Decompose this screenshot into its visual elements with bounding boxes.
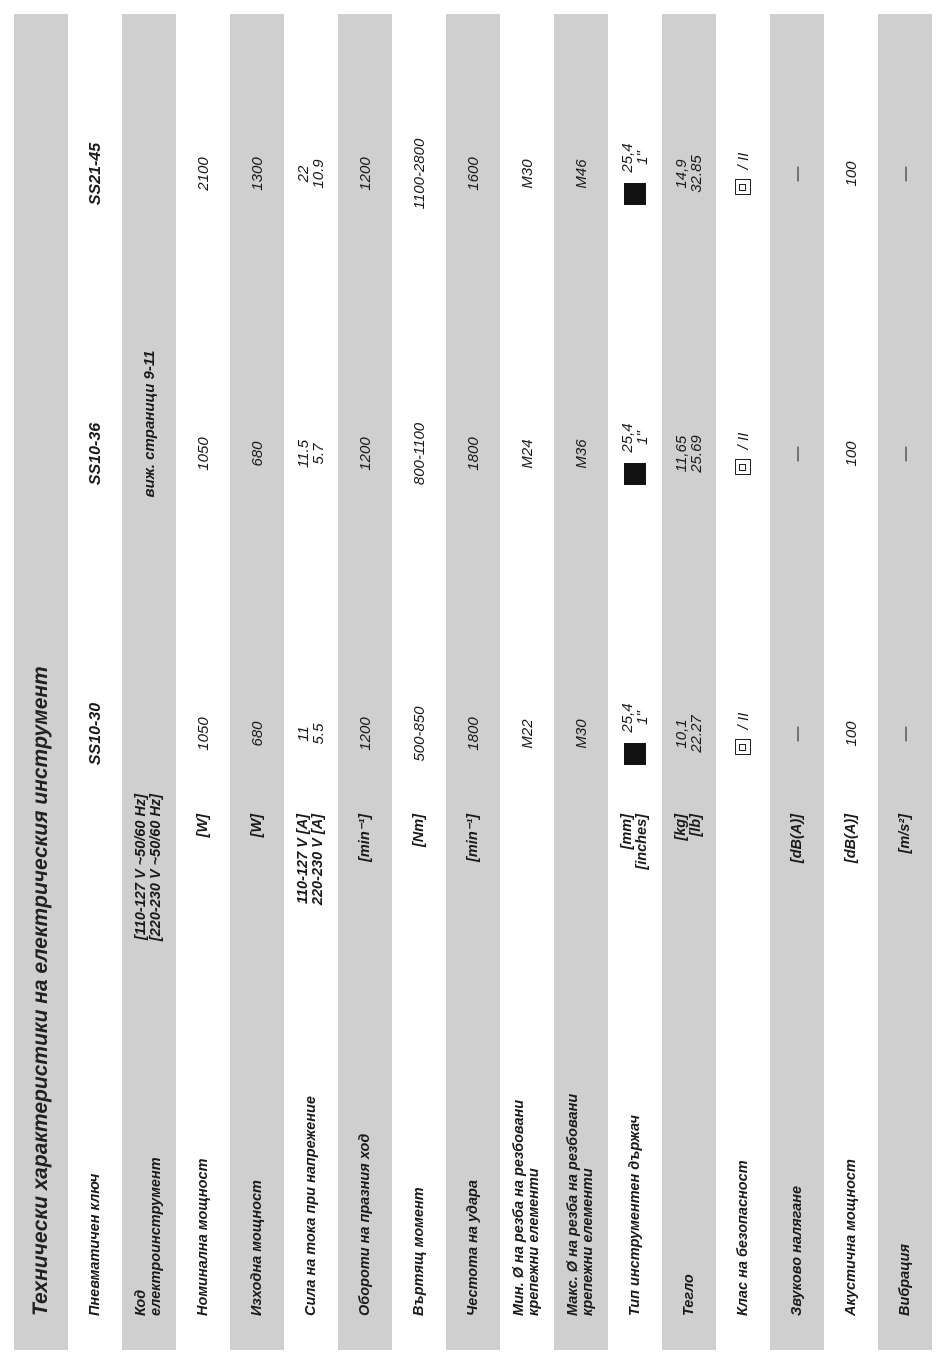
value-holder-3 [608,114,662,234]
unit-sound-power: [dB(A)] [842,814,859,864]
value-holder-3-mm: 25,4 [619,143,636,173]
unit-code-line1: [110-127 V ~50/60 Hz] [133,794,149,941]
label-impact-rate: Честота на удара [464,1180,481,1316]
value-safety-2-text: / II [734,432,752,450]
value-holder-2 [608,394,662,514]
unit-idle-speed: [min⁻¹] [356,814,373,862]
value-holder-3-in: 1" [634,151,651,165]
label-output-power: Изходна мощност [248,1180,265,1316]
unit-sound-pressure: [dB(A)] [788,814,805,864]
double-insulation-icon [735,459,751,475]
value-holder-1-in: 1" [634,711,651,725]
value-weight-1-kg: 10,1 [673,719,690,749]
value-idle-speed-1: 1200 [356,717,374,751]
value-current-2-b: 5.7 [310,443,327,465]
value-current-3-b: 10.9 [310,159,327,189]
value-safety-1-text: / II [734,712,752,730]
label-vibration: Вибрация [896,1244,913,1316]
value-current-1-a: 11 [295,726,312,742]
square-drive-icon [624,463,646,485]
unit-holder-line2: [inches] [634,814,650,870]
label-sound-pressure: Звуково налягане [788,1185,805,1316]
value-sound-pressure-2: — [788,446,806,462]
unit-impact-rate: [min⁻¹] [464,814,481,862]
label-idle-speed: Обороти на празния ход [356,1133,373,1316]
value-weight-3-kg: 14,9 [673,159,690,189]
value-safety-3-text: / II [734,152,752,170]
label-tool-holder: Тип инструментен държач [626,1115,643,1316]
unit-rated-power: [W] [194,814,211,838]
label-sound-power: Акустична мощност [842,1159,859,1316]
value-output-power-2: 680 [248,441,266,467]
value-sound-power-1: 100 [842,721,860,747]
value-vibration-2: — [896,446,914,462]
value-max-thread-2: M36 [572,439,590,469]
unit-torque: [Nm] [410,814,427,848]
unit-tool-holder [608,814,662,929]
unit-holder-line1: [mm] [619,814,635,850]
value-current-3-a: 22 [295,165,312,183]
label-min-thread-line1: Мин. Ø на резба на резбовани [511,1099,527,1316]
square-drive-icon [624,183,646,205]
label-safety-class: Клас на безопасност [734,1160,751,1316]
unit-output-power: [W] [248,814,265,838]
double-insulation-icon [735,179,751,195]
value-weight-2-kg: 11,65 [673,435,690,473]
value-current-2-a: 11.5 [295,439,312,469]
value-current-1 [284,674,338,794]
value-weight-2 [662,394,716,514]
label-code [122,936,176,1316]
unit-code [122,794,176,974]
value-weight-2-lb: 25.69 [688,435,705,473]
value-sound-power-2: 100 [842,441,860,467]
value-torque-3: 1100-2800 [410,138,428,210]
value-holder-2-in: 1" [634,431,651,445]
value-rated-power-1: 1050 [194,717,212,751]
label-code-line1: Код [133,1289,149,1316]
value-holder-1-mm: 25,4 [619,703,636,733]
value-torque-1: 500-850 [410,706,428,762]
value-min-thread-3: M30 [518,159,536,189]
unit-weight [662,814,716,929]
value-safety-2 [716,394,770,514]
double-insulation-icon [735,739,751,755]
value-output-power-1: 680 [248,721,266,747]
label-weight: Тегло [680,1274,697,1316]
col-header-2: SS10-36 [86,422,104,486]
value-safety-3 [716,114,770,234]
value-sound-pressure-1: — [788,726,806,742]
col-header-3: SS21-45 [86,142,104,206]
value-impact-rate-2: 1800 [464,437,482,471]
value-rated-power-3: 2100 [194,157,212,191]
see-pages-note: виж. страници 9-11 [140,350,158,498]
value-output-power-3: 1300 [248,157,266,191]
square-drive-icon [624,743,646,765]
value-idle-speed-3: 1200 [356,157,374,191]
value-holder-1 [608,674,662,794]
value-rated-power-2: 1050 [194,437,212,471]
value-idle-speed-2: 1200 [356,437,374,471]
value-torque-2: 800-1100 [410,422,428,486]
value-sound-pressure-3: — [788,166,806,182]
col-header-1: SS10-30 [86,702,104,766]
label-tool: Пневматичен ключ [86,1173,103,1316]
unit-current-line2: 220-230 V [A] [310,814,326,906]
label-rated-power: Номинална мощност [194,1158,211,1316]
value-weight-1 [662,674,716,794]
unit-vibration: [m/s²] [896,814,913,854]
value-max-thread-3: M46 [572,159,590,189]
unit-code-line2: [220-230 V ~50/60 Hz] [148,794,164,942]
label-torque: Въртящ момент [410,1187,427,1316]
value-weight-1-lb: 22.27 [688,715,705,753]
value-min-thread-1: M22 [518,719,536,749]
label-max-thread-line1: Макс. Ø на резба на резбовани [565,1093,581,1316]
label-min-thread [500,936,554,1316]
value-vibration-1: — [896,726,914,742]
unit-current-line1: 110-127 V [A] [295,814,311,904]
value-current-2 [284,394,338,514]
value-impact-rate-1: 1800 [464,717,482,751]
value-weight-3 [662,114,716,234]
label-current: Сила на тока при напрежение [302,1096,319,1316]
value-sound-power-3: 100 [842,161,860,187]
value-vibration-3: — [896,166,914,182]
value-current-1-b: 5.5 [310,723,327,745]
label-max-thread-line2: крепежни елементи [580,1168,596,1316]
unit-weight-line1: [kg] [673,814,689,841]
value-safety-1 [716,674,770,794]
label-max-thread [554,936,608,1316]
value-min-thread-2: M24 [518,439,536,469]
value-max-thread-1: M30 [572,719,590,749]
label-min-thread-line2: крепежни елементи [526,1168,542,1316]
unit-weight-line2: [lb] [688,814,704,837]
value-impact-rate-3: 1600 [464,157,482,191]
page-title: Технически характеристики на електрическия инструмент [29,666,52,1316]
value-current-3 [284,114,338,234]
unit-current [284,814,338,974]
value-weight-3-lb: 32.85 [688,155,705,193]
label-code-line2: електроинструмент [148,1157,164,1316]
value-holder-2-mm: 25,4 [619,423,636,453]
